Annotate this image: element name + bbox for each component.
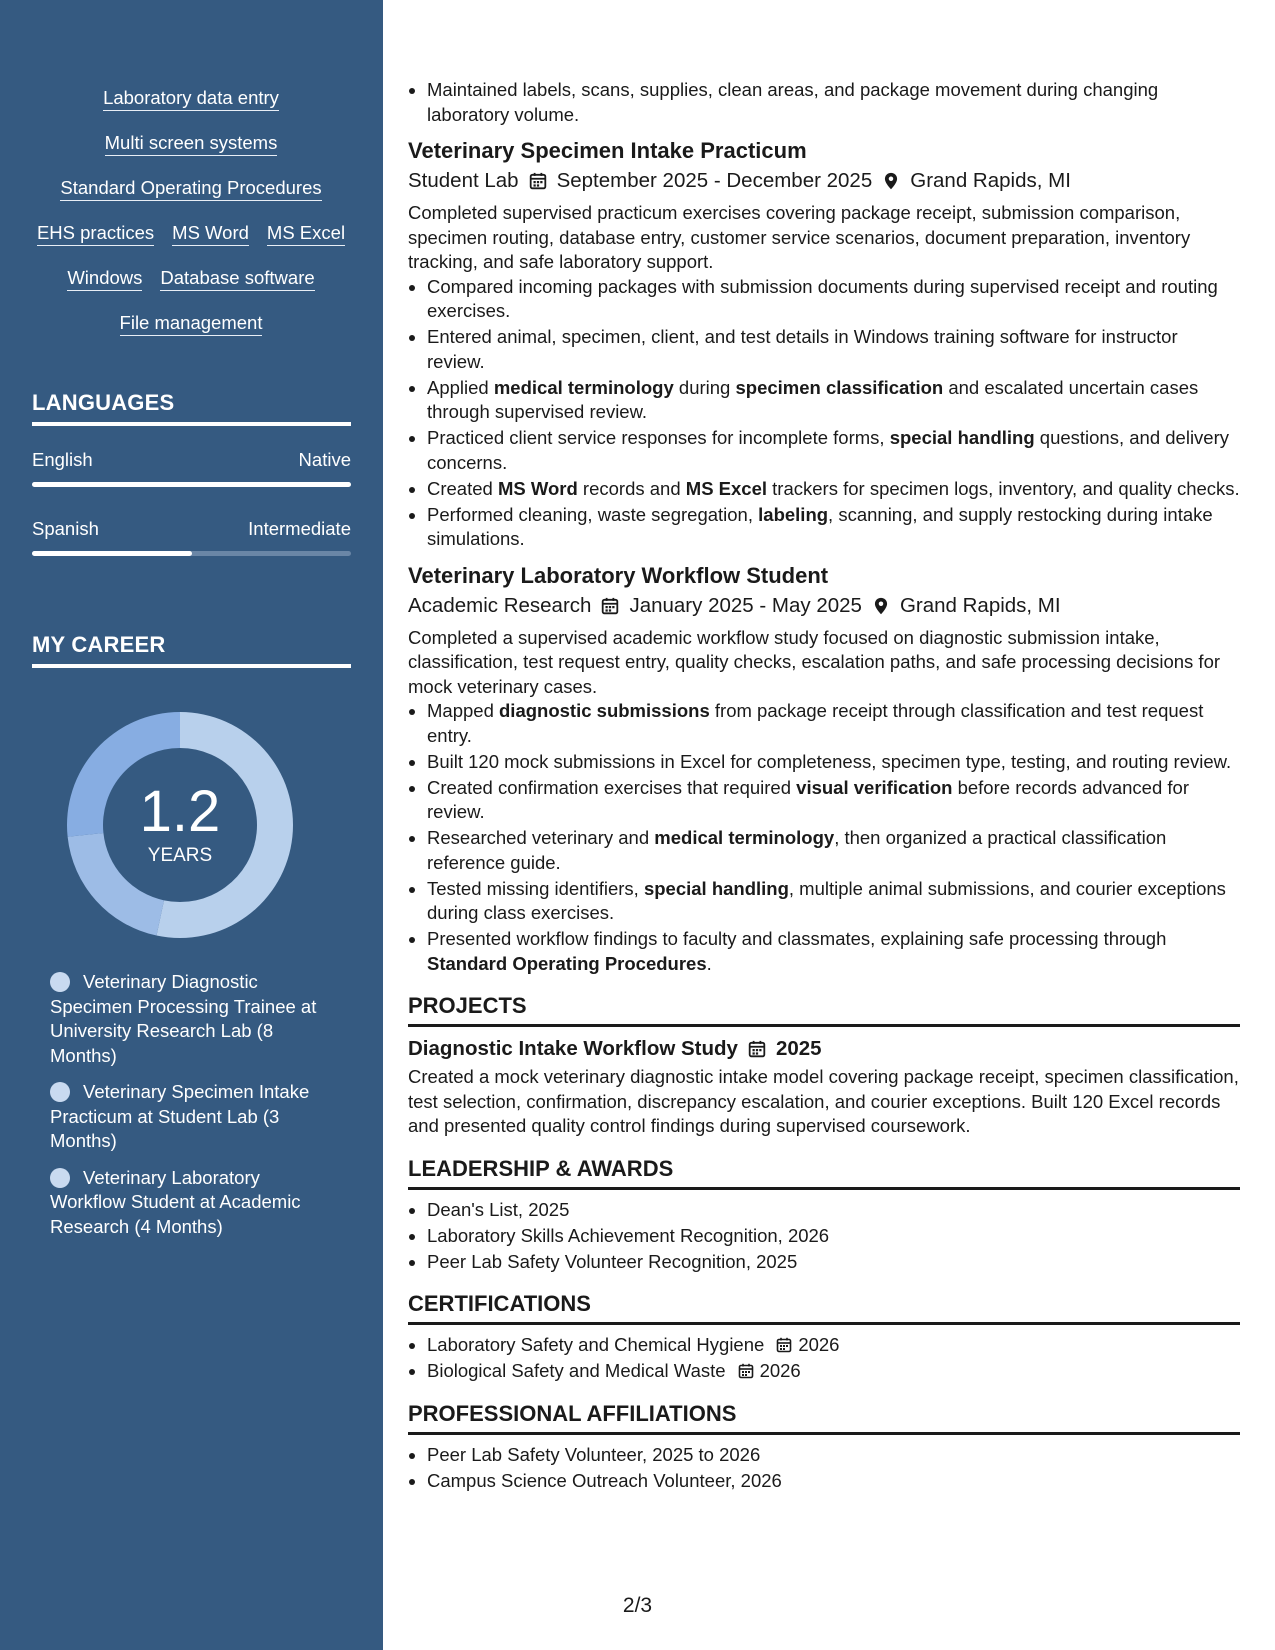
bullet-item	[427, 877, 1240, 926]
language-level: Native	[298, 449, 351, 470]
job-entry	[408, 137, 1240, 552]
job-location: Grand Rapids, MI	[910, 169, 1071, 192]
job-org: Academic Research	[408, 593, 592, 617]
career-donut-chart	[65, 710, 295, 940]
job-meta	[408, 592, 1240, 620]
leadership-heading: LEADERSHIP & AWARDS	[408, 1155, 1240, 1190]
leadership-item: • Peer Lab Safety Volunteer Recognition, 2025	[427, 1250, 1240, 1275]
bullet-item	[427, 503, 1240, 552]
certifications-heading: CERTIFICATIONS	[408, 1290, 1240, 1325]
certification-name: • Laboratory Safety and Chemical Hygiene	[427, 1334, 765, 1355]
skills-row	[30, 176, 352, 221]
skill-tag: File management	[120, 311, 263, 336]
skills-row	[30, 86, 352, 131]
affiliations-list	[408, 1443, 1240, 1494]
bullet-item	[427, 275, 1240, 324]
bullet-item	[427, 699, 1240, 748]
career-total-unit: YEARS	[147, 845, 213, 866]
calendar-icon	[776, 1337, 792, 1353]
affiliation-item: • Campus Science Outreach Volunteer, 2026	[427, 1469, 1240, 1494]
bullet-keyword: diagnostic submissions	[499, 700, 710, 721]
bullet-text: questions, and delivery concerns.	[427, 427, 1230, 473]
skills-list	[30, 86, 352, 356]
language-level: Intermediate	[248, 518, 351, 539]
bullet-item	[427, 376, 1240, 425]
skill-tag: Windows	[67, 266, 142, 291]
certification-name: • Biological Safety and Medical Waste	[427, 1360, 726, 1381]
language-name: English	[32, 449, 93, 470]
leadership-list	[408, 1198, 1240, 1275]
bullet-item	[427, 776, 1240, 825]
bullet-text: trackers for specimen logs, inventory, and quality checks.	[767, 477, 1240, 499]
bullet-text: Created	[427, 477, 498, 499]
bullet-text: .	[706, 952, 712, 974]
map-pin-icon	[882, 172, 900, 190]
job-title: Veterinary Specimen Intake Practicum	[408, 138, 807, 163]
bullet-keyword: medical terminology	[654, 827, 835, 848]
main-content	[408, 78, 1240, 1495]
career-heading: MY CAREER	[32, 632, 351, 668]
bullet-text: before records advanced for review.	[427, 776, 1189, 822]
skills-row	[30, 131, 352, 176]
certifications-list	[408, 1333, 1240, 1384]
bullet-text: from package receipt through classification and test request entry.	[427, 700, 1204, 746]
project-title-row	[408, 1035, 1240, 1063]
job-description: Completed supervised practicum exercises covering package receipt, submission comparison, specimen routing, database entry, customer service scenarios, document preparation, inventory tracking, and safe laboratory support.	[408, 202, 1191, 272]
bullet-dot-icon	[50, 972, 70, 992]
career-item	[50, 1080, 330, 1154]
languages-heading: LANGUAGES	[32, 390, 351, 426]
career-total-value: 1.2	[139, 779, 221, 844]
skill-tag: EHS practices	[37, 221, 154, 246]
bullet-dot-icon	[50, 1082, 70, 1102]
calendar-icon	[748, 1040, 766, 1058]
continued-bullets	[408, 78, 1240, 127]
bullet-text: , then organized a practical classification reference guide.	[427, 827, 1167, 873]
calendar-icon	[738, 1363, 754, 1379]
projects-heading: PROJECTS	[408, 992, 1240, 1027]
job-location: Grand Rapids, MI	[899, 593, 1061, 617]
job-dates: January 2025 - May 2025	[629, 593, 862, 617]
bullet-text: Compared incoming packages with submission documents during supervised receipt and routing exercises.	[427, 275, 1218, 321]
language-spanish	[32, 517, 351, 556]
job-meta	[408, 167, 1240, 195]
map-pin-icon	[872, 597, 890, 615]
bullet-item	[427, 927, 1240, 976]
skills-row	[30, 311, 352, 356]
job-entry	[408, 562, 1240, 977]
skills-row	[30, 221, 352, 266]
career-item	[50, 970, 330, 1068]
bullet-item	[427, 826, 1240, 875]
bullet-keyword: MS Word	[497, 477, 578, 499]
job-description: Completed a supervised academic workflow study focused on diagnostic submission intake, classification, test request entry, quality checks, escalation paths, and safe processing decisions for mock veterinary cases.	[408, 626, 1221, 697]
certification-item	[427, 1359, 1240, 1384]
language-proficiency-bar	[32, 482, 351, 487]
bullet-keyword: special handling	[643, 877, 789, 899]
page-number: 2/3	[622, 1594, 653, 1617]
career-item	[50, 1166, 330, 1240]
bullet-text: Tested missing identifiers,	[427, 877, 644, 899]
bullet-text: Applied	[427, 376, 494, 398]
bullet-text: Researched veterinary and	[427, 827, 655, 848]
affiliations-heading: PROFESSIONAL AFFILIATIONS	[408, 1400, 1240, 1435]
skill-tag: Multi screen systems	[105, 131, 278, 156]
bullet-keyword: MS Excel	[685, 477, 768, 499]
bullet-text: during	[673, 376, 736, 398]
calendar-icon	[529, 172, 547, 190]
career-item-text: Veterinary Laboratory Workflow Student at Academic Research (4 Months)	[50, 1166, 301, 1237]
project-description: Created a mock veterinary diagnostic intake model covering package receipt, specimen classification, test selection, confirmation, discrepancy escalation, and courier exceptions. Built 120 Excel records and presented quality control findings during supervised coursework.	[408, 1066, 1239, 1136]
language-proficiency-fill	[32, 551, 192, 556]
career-item-text: Veterinary Diagnostic Specimen Processing Trainee at University Research Lab (8 Months)	[50, 971, 317, 1066]
bullet-keyword: specimen classification	[735, 376, 944, 398]
bullet-text: Entered animal, specimen, client, and test details in Windows training software for instructor review.	[427, 326, 1178, 372]
language-proficiency-fill	[32, 482, 351, 487]
leadership-item: • Dean's List, 2025	[427, 1198, 1240, 1223]
certification-year: 2026	[759, 1360, 801, 1381]
bullet-keyword: Standard Operating Procedures	[427, 952, 707, 974]
bullet-item	[427, 477, 1240, 502]
bullet-text: Built 120 mock submissions in Excel for completeness, specimen type, testing, and routing review.	[427, 750, 1232, 772]
career-item-text: Veterinary Specimen Intake Practicum at Student Lab (3 Months)	[50, 1081, 310, 1151]
skill-tag: MS Excel	[267, 221, 345, 246]
bullet-keyword: visual verification	[796, 776, 953, 798]
bullet-text: Mapped	[427, 700, 499, 721]
project-title: Diagnostic Intake Workflow Study	[408, 1037, 738, 1060]
job-bullets	[408, 275, 1240, 552]
skills-row	[30, 266, 352, 311]
bullet-dot-icon	[50, 1168, 70, 1188]
bullet-item	[427, 426, 1240, 475]
language-name: Spanish	[32, 518, 99, 539]
job-dates: September 2025 - December 2025	[556, 169, 873, 192]
bullet-item	[427, 750, 1240, 775]
skill-tag: Laboratory data entry	[103, 86, 279, 111]
bullet-text: Performed cleaning, waste segregation,	[427, 503, 759, 525]
sidebar	[0, 0, 383, 1650]
bullet-text: Presented workflow findings to faculty and classmates, explaining safe processing through	[427, 928, 1167, 949]
bullet-text: , multiple animal submissions, and courier exceptions during class exercises.	[427, 877, 1226, 923]
bullet-text: Practiced client service responses for incomplete forms,	[427, 427, 890, 448]
bullet-keyword: medical terminology	[493, 376, 674, 398]
bullet-keyword: labeling	[758, 503, 829, 525]
certification-year: 2026	[798, 1334, 840, 1355]
bullet-item	[427, 325, 1240, 374]
skill-tag: Database software	[160, 266, 314, 291]
project-year: 2025	[775, 1037, 822, 1060]
job-bullets	[408, 699, 1240, 976]
bullet-text: records and	[577, 477, 686, 499]
career-list	[50, 970, 330, 1251]
skill-tag: MS Word	[172, 221, 249, 246]
language-english	[32, 448, 351, 487]
leadership-item: • Laboratory Skills Achievement Recognition, 2026	[427, 1224, 1240, 1249]
skill-tag: Standard Operating Procedures	[60, 176, 321, 201]
bullet-text: and escalated uncertain cases through supervised review.	[427, 376, 1199, 422]
bullet-item: • Maintained labels, scans, supplies, clean areas, and package movement during changing laboratory volume.	[427, 78, 1240, 127]
bullet-keyword: special handling	[889, 427, 1035, 448]
job-org: Student Lab	[408, 169, 519, 192]
certification-item	[427, 1333, 1240, 1358]
language-proficiency-bar	[32, 551, 351, 556]
affiliation-item: • Peer Lab Safety Volunteer, 2025 to 2026	[427, 1443, 1240, 1468]
calendar-icon	[601, 597, 619, 615]
bullet-text: Created confirmation exercises that required	[427, 776, 797, 798]
job-title: Veterinary Laboratory Workflow Student	[408, 562, 829, 588]
bullet-text: , scanning, and supply restocking during intake simulations.	[427, 503, 1213, 549]
